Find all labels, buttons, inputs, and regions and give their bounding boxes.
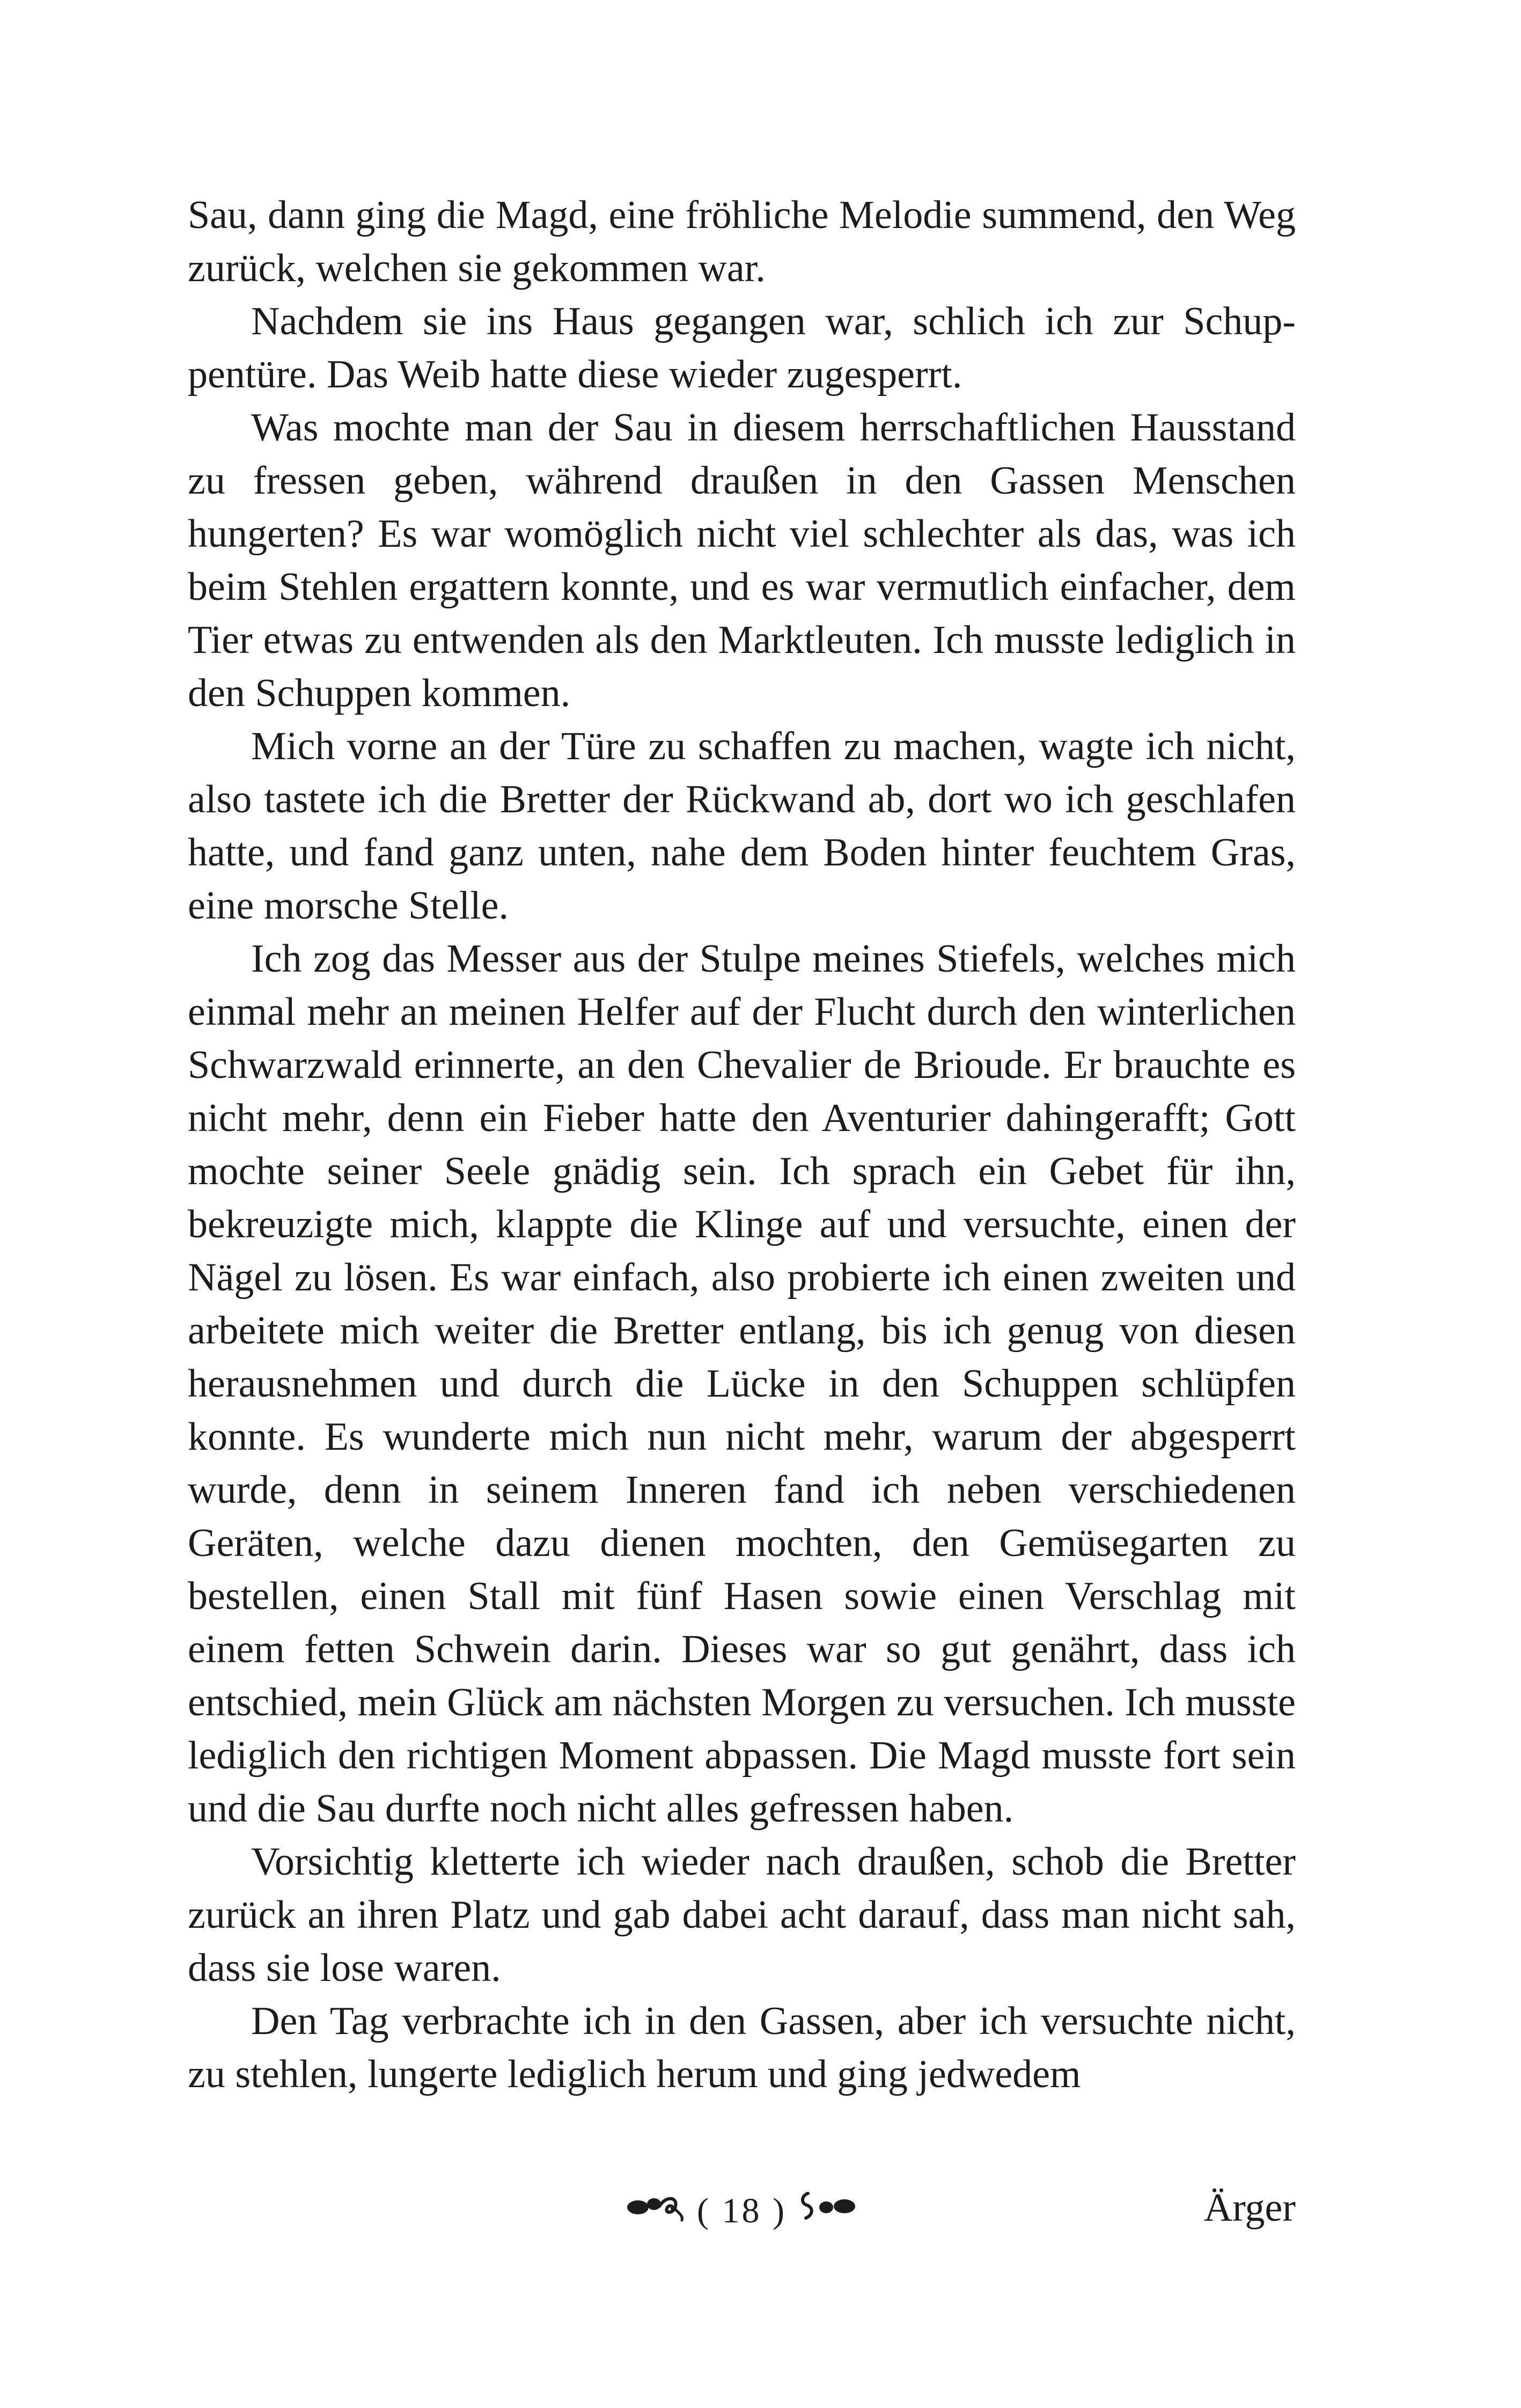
paragraph: Was mochte man der Sau in diesem herrschaftlichen Hausstand zu fressen geben, während draußen in den Gassen Menschen hungerten? Es war womöglich nicht viel schlechter als das, was ich beim Stehlen ergattern konnte, und es war vermutlich einfacher, dem Tier etwas zu entwenden als den Marktleuten. Ich musste lediglich in den Schuppen kommen. <box>188 406 1296 715</box>
paragraph: Nachdem sie ins Haus gegangen war, schlich ich zur Schuppentüre. Das Weib hatte diese wieder zugesperrt. <box>188 299 1296 397</box>
paragraph: Vorsichtig kletterte ich wieder nach draußen, schob die Bretter zurück an ihren Platz und gab dabei acht darauf, dass man nicht sah, dass sie lose waren. <box>188 1840 1296 1990</box>
floral-ornament-right-icon <box>798 2182 857 2241</box>
page-number: ( 18 ) <box>697 2191 787 2230</box>
page-body <box>188 189 1296 2101</box>
running-head: Ärger <box>1203 2186 1296 2230</box>
page-footer <box>188 2178 1296 2237</box>
page-number-group <box>188 2178 1296 2241</box>
paragraph: Mich vorne an der Türe zu schaffen zu machen, wagte ich nicht, also tastete ich die Bretter der Rückwand ab, dort wo ich geschlafen hatte, und fand ganz unten, nahe dem Boden hinter feuchtem Gras, eine morsche Stelle. <box>188 724 1296 928</box>
floral-ornament-left-icon <box>626 2182 685 2241</box>
paragraph: Sau, dann ging die Magd, eine fröhliche Melodie summend, den Weg zurück, welchen sie gekommen war. <box>188 193 1296 290</box>
paragraph: Ich zog das Messer aus der Stulpe meines Stiefels, welches mich einmal mehr an meinen Helfer auf der Flucht durch den winterlichen Schwarzwald erinnerte, an den Chevalier de Brioude. Er brauchte es nicht mehr, denn ein Fieber hatte den Aventurier dahingerafft; Gott mochte seiner Seele gnädig sein. Ich sprach ein Gebet für ihn, bekreuzigte mich, klappte die Klinge auf und versuchte, einen der Nägel zu lösen. Es war einfach, also probierte ich einen zweiten und arbeitete mich weiter die Bretter entlang, bis ich genug von diesen herausnehmen und durch die Lücke in den Schuppen schlüpfen konnte. Es wunderte mich nun nicht mehr, warum der abgesperrt wurde, denn in seinem Inneren fand ich neben verschiedenen Geräten, welche dazu dienen mochten, den Gemüsegarten zu bestellen, einen Stall mit fünf Hasen sowie einen Verschlag mit einem fetten Schwein darin. Dieses war so gut genährt, dass ich entschied, mein Glück am nächsten Morgen zu versuchen. Ich musste lediglich den richtigen Moment abpassen. Die Magd musste fort sein und die Sau durfte noch nicht alles gefressen haben. <box>188 937 1296 1831</box>
paragraph: Den Tag verbrachte ich in den Gassen, aber ich versuchte nicht, zu stehlen, lungerte lediglich herum und ging jedwedem <box>188 1999 1296 2096</box>
